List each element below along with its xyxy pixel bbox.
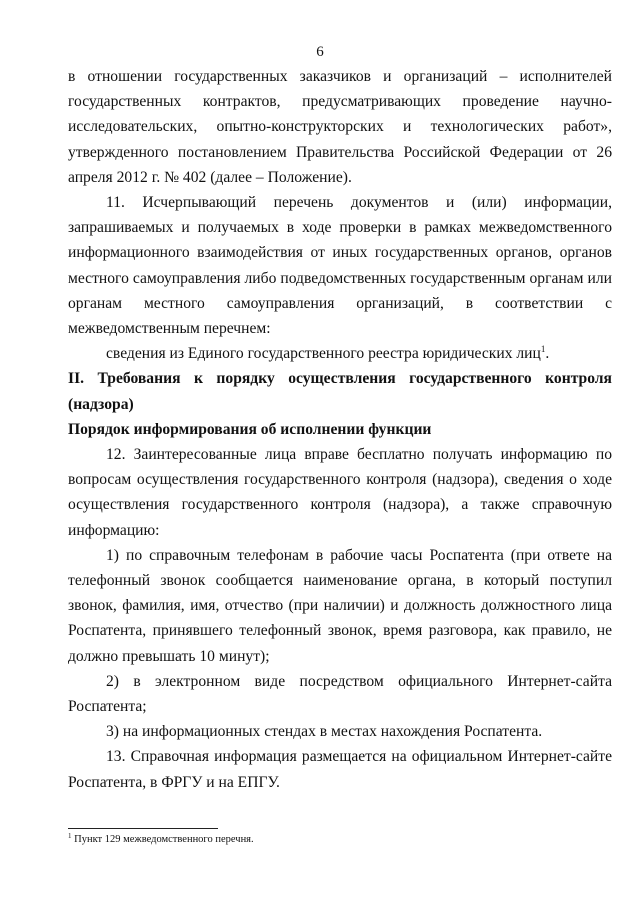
paragraph-item-13: 13. Справочная информация размещается на официальном Интернет-сайте Роспатента, в ФРГУ и на ЕПГУ. [68,748,612,791]
paragraph-item-11: 11. Исчерпывающий перечень документов и (или) информации, запрашиваемых и получаемых в ходе проверки в рамках межведомственного информационного взаимодействия от иных государственных органов, органов местного самоуправления либо подведомственных государственным органам или органам местного самоуправления организаций, в соответствии с межведомственным перечнем: [68,194,612,338]
paragraph-item-12-1: 1) по справочным телефонам в рабочие часы Роспатента (при ответе на телефонный звонок сообщается наименование органа, в который поступил звонок, фамилия, имя, отчество (при наличии) и должность должностного лица Роспатента, принявшего телефонный звонок, время разговора, как правило, не должно превышать 10 минут); [68,546,612,665]
paragraph-egrul: сведения из Единого государственного реестра юридических лиц$^1$. [106,344,550,363]
footnote [68,833,612,847]
document-body [68,64,612,795]
paragraph-continuation: в отношении государственных заказчиков и организаций – исполнителей государственных контрактов, предусматривающих проведение научно-исследовательских, опытно-конструкторских и технологических работ», утвержденного постановлением Правительства Российской Федерации от 26 апреля 2012 г. № 402 (далее – Положение). [68,68,612,186]
footnote-divider [68,828,218,829]
paragraph-item-12-2: 2) в электронном виде посредством официального Интернет-сайта Роспатента; [68,672,612,716]
footnote-text: Пункт 129 межведомственного перечня. [71,834,254,845]
page-number: 6 [316,44,324,60]
footnote-reference[interactable]: 1 [540,344,546,355]
paragraph-item-12: 12. Заинтересованные лица вправе бесплатно получать информацию по вопросам осуществления государственного контроля (надзора), сведения о ходе осуществления государственного контроля (надзора), а также справочную информацию: [68,446,612,539]
section-heading: II. Требования к порядку осуществления государственного контроля (надзора) [68,370,612,413]
footnote-marker: 1 [68,832,72,840]
subsection-heading: Порядок информирования об исполнении функции [68,420,432,438]
paragraph-item-12-3: 3) на информационных стендах в местах нахождения Роспатента. [106,723,543,741]
egrul-text: сведения из Единого государственного реестра юридических лиц [106,345,541,363]
